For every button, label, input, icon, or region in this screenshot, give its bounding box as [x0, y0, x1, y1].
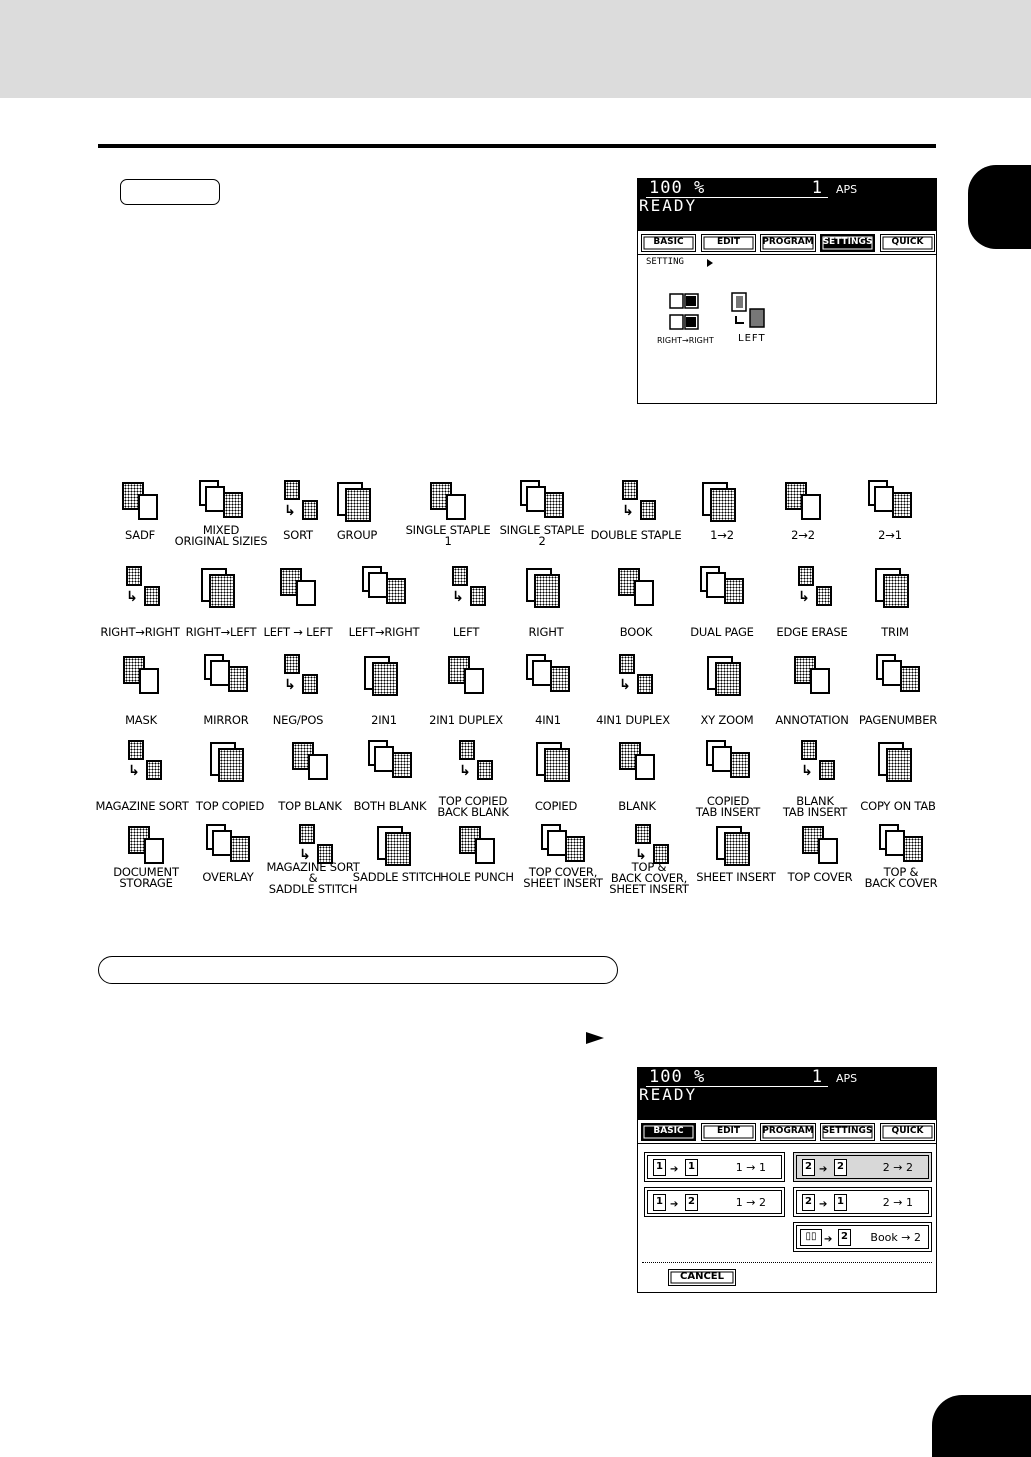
divider — [642, 1262, 932, 1263]
arrow-icon: ↳ — [801, 763, 813, 779]
arrow-icon: ↳ — [622, 503, 634, 519]
single-staple-2-icon — [510, 478, 574, 528]
book-icon — [604, 564, 668, 614]
4in1-duplex-icon — [601, 652, 665, 702]
arrow-icon: ➔ — [670, 1164, 679, 1175]
arrow-icon: ↳ — [284, 503, 296, 519]
mixed-original-sizies-caption: MIXED ORIGINAL SIZIES — [174, 523, 268, 548]
left-icon — [434, 564, 498, 614]
tab-basic[interactable]: BASIC — [641, 234, 696, 252]
mask-caption: MASK — [125, 713, 157, 727]
machine-status: READY — [639, 196, 698, 215]
overlay-caption: OVERLAY — [202, 870, 254, 884]
mask-icon — [109, 652, 173, 702]
tab-bar — [640, 234, 936, 254]
play-arrow-icon — [707, 259, 713, 267]
mode-1-2-button[interactable] — [644, 1187, 785, 1217]
top-back-cover-caption: TOP & BACK COVER — [864, 865, 938, 890]
step-arrow-icon — [586, 1032, 604, 1044]
xy-zoom-caption: XY ZOOM — [700, 713, 754, 727]
pagenumber-icon — [866, 652, 930, 702]
tab-edit[interactable]: EDIT — [701, 234, 756, 252]
hole-punch-caption: HOLE PUNCH — [440, 870, 514, 884]
2-1-icon — [858, 478, 922, 528]
blank-caption: BLANK — [618, 799, 656, 813]
left-left-caption: LEFT → LEFT — [263, 625, 333, 639]
mode-label: Book → 2 — [870, 1231, 921, 1244]
group-caption: GROUP — [336, 528, 378, 542]
setting-label: SETTING — [646, 257, 684, 267]
right-caption: RIGHT — [528, 625, 564, 639]
top-cover-caption: TOP COVER — [787, 870, 853, 884]
magazine-sort-icon — [110, 738, 174, 788]
dual-page-caption: DUAL PAGE — [690, 625, 754, 639]
mode-label: 1 → 1 — [735, 1161, 766, 1174]
tab-quick[interactable]: QUICK — [880, 234, 935, 252]
copy-page-icon: 1 — [685, 1159, 698, 1176]
book-caption: BOOK — [619, 625, 653, 639]
blank-tab-insert-icon — [783, 738, 847, 788]
lcd-status-area — [638, 179, 936, 231]
single-staple-1-caption: SINGLE STAPLE 1 — [405, 523, 491, 548]
arrow-icon: ↳ — [452, 589, 464, 605]
single-staple-2-caption: SINGLE STAPLE 2 — [499, 523, 585, 548]
tab-program[interactable]: PROGRAM — [760, 234, 816, 252]
arrow-icon: ➔ — [819, 1199, 828, 1210]
copied-tab-insert-icon — [696, 738, 760, 788]
zoom-readout: 100 % — [649, 178, 706, 198]
trim-caption: TRIM — [881, 625, 909, 639]
copy-page-icon: 1 — [834, 1194, 847, 1211]
paper-mode: APS — [836, 1072, 858, 1085]
top-blank-icon — [278, 738, 342, 788]
copy-on-tab-icon — [866, 738, 930, 788]
right-right-icon — [108, 564, 172, 614]
2in1-duplex-icon — [434, 652, 498, 702]
overlay-icon — [196, 822, 260, 872]
arrow-icon: ↳ — [126, 589, 138, 605]
double-staple-icon — [604, 478, 668, 528]
both-blank-caption: BOTH BLANK — [353, 799, 427, 813]
2in1-caption: 2IN1 — [371, 713, 397, 727]
left-binding-icon — [728, 291, 774, 333]
4in1-icon — [516, 652, 580, 702]
top-cover-icon — [788, 822, 852, 872]
2-1-caption: 2→1 — [878, 528, 902, 542]
group-icon — [325, 478, 389, 528]
arrow-icon: ↳ — [798, 589, 810, 605]
tab-settings[interactable]: SETTINGS — [820, 234, 875, 252]
top-copied-caption: TOP COPIED — [195, 799, 265, 813]
mirror-icon — [194, 652, 258, 702]
copy-count: 1 — [811, 1067, 822, 1087]
page-number-tab — [932, 1395, 1031, 1457]
header-rule — [98, 144, 936, 148]
arrow-icon: ↳ — [128, 763, 140, 779]
copied-caption: COPIED — [534, 799, 578, 813]
right-right-book-icon — [666, 291, 702, 333]
top-copied-back-blank-caption: TOP COPIED BACK BLANK — [437, 794, 509, 819]
note-badge — [120, 179, 220, 205]
edge-erase-icon — [780, 564, 844, 614]
book-icon: ▯▯ — [800, 1229, 822, 1246]
right-left-icon — [189, 564, 253, 614]
chapter-tab — [968, 165, 1031, 249]
2-2-icon — [771, 478, 835, 528]
tab-divider — [638, 1143, 936, 1144]
mode-book-2-button[interactable] — [793, 1222, 932, 1252]
pagenumber-caption: PAGENUMBER — [858, 713, 938, 727]
right-right-caption: RIGHT→RIGHT — [100, 625, 180, 639]
tab-program[interactable]: PROGRAM — [760, 1123, 816, 1141]
document-storage-caption: DOCUMENT STORAGE — [113, 865, 179, 890]
4in1-caption: 4IN1 — [535, 713, 561, 727]
mode-2-1-button[interactable] — [793, 1187, 932, 1217]
arrow-icon: ↳ — [459, 763, 471, 779]
magazine-sort-saddle-stitch-caption: MAGAZINE SORT & SADDLE STITCH — [266, 860, 360, 896]
icon-caption: LEFT — [738, 333, 766, 344]
sheet-insert-caption: SHEET INSERT — [696, 870, 776, 884]
arrow-icon: ↳ — [619, 677, 631, 693]
left-left-icon — [266, 564, 330, 614]
basic-screen-panel — [637, 1067, 937, 1293]
neg-pos-caption: NEG/POS — [272, 713, 324, 727]
tab-divider — [638, 254, 936, 255]
arrow-icon: ↳ — [284, 677, 296, 693]
arrow-icon: ➔ — [819, 1164, 828, 1175]
original-page-icon: 1 — [653, 1194, 666, 1211]
left-caption: LEFT — [452, 625, 480, 639]
mirror-caption: MIRROR — [203, 713, 249, 727]
annotation-icon — [780, 652, 844, 702]
arrow-icon: ↳ — [299, 847, 311, 863]
tab-bar — [640, 1123, 936, 1143]
2in1-icon — [352, 652, 416, 702]
tab-basic[interactable]: BASIC — [641, 1123, 696, 1141]
lcd-status-area — [638, 1068, 936, 1120]
top-cover-sheet-insert-caption: TOP COVER, SHEET INSERT — [523, 865, 603, 890]
annotation-caption: ANNOTATION — [775, 713, 849, 727]
sort-caption: SORT — [283, 528, 313, 542]
top-copied-back-blank-icon — [441, 738, 505, 788]
sheet-insert-icon — [704, 822, 768, 872]
paper-mode: APS — [836, 183, 858, 196]
mode-label: 2 → 1 — [882, 1196, 913, 1209]
neg-pos-icon — [266, 652, 330, 702]
tab-edit[interactable]: EDIT — [701, 1123, 756, 1141]
saddle-stitch-icon — [365, 822, 429, 872]
mode-1-1-button[interactable] — [644, 1152, 785, 1182]
arrow-icon: ➔ — [670, 1199, 679, 1210]
cancel-button[interactable]: CANCEL — [668, 1269, 736, 1286]
tab-quick[interactable]: QUICK — [880, 1123, 935, 1141]
copied-icon — [524, 738, 588, 788]
section-heading-bar — [98, 956, 618, 984]
sadf-caption: SADF — [124, 528, 156, 542]
right-left-caption: RIGHT→LEFT — [185, 625, 257, 639]
single-staple-1-icon — [416, 478, 480, 528]
saddle-stitch-caption: SADDLE STITCH — [352, 870, 442, 884]
dual-page-icon — [690, 564, 754, 614]
mode-label: 2 → 2 — [882, 1161, 913, 1174]
tab-settings[interactable]: SETTINGS — [820, 1123, 875, 1141]
settings-screen-panel — [637, 178, 937, 404]
zoom-readout: 100 % — [649, 1067, 706, 1087]
left-right-caption: LEFT→RIGHT — [348, 625, 420, 639]
copied-tab-insert-caption: COPIED TAB INSERT — [695, 794, 761, 819]
hole-punch-icon — [445, 822, 509, 872]
blank-tab-insert-caption: BLANK TAB INSERT — [782, 794, 848, 819]
left-right-icon — [352, 564, 416, 614]
icon-caption: RIGHT→RIGHT — [657, 336, 714, 345]
1-2-caption: 1→2 — [710, 528, 734, 542]
copy-page-icon: 2 — [838, 1229, 851, 1246]
original-page-icon: 2 — [802, 1159, 815, 1176]
xy-zoom-icon — [695, 652, 759, 702]
2in1-duplex-caption: 2IN1 DUPLEX — [429, 713, 503, 727]
top-copied-icon — [198, 738, 262, 788]
copy-page-icon: 2 — [834, 1159, 847, 1176]
header-band — [0, 0, 1031, 98]
mode-label: 1 → 2 — [735, 1196, 766, 1209]
mixed-original-sizies-icon — [189, 478, 253, 528]
4in1-duplex-caption: 4IN1 DUPLEX — [596, 713, 670, 727]
blank-icon — [605, 738, 669, 788]
original-page-icon: 2 — [802, 1194, 815, 1211]
copy-page-icon: 2 — [685, 1194, 698, 1211]
right-icon — [514, 564, 578, 614]
edge-erase-caption: EDGE ERASE — [776, 625, 848, 639]
1-2-icon — [690, 478, 754, 528]
copy-on-tab-caption: COPY ON TAB — [860, 799, 936, 813]
arrow-icon: ↳ — [635, 847, 647, 863]
magazine-sort-caption: MAGAZINE SORT — [95, 799, 189, 813]
2-2-caption: 2→2 — [791, 528, 815, 542]
top-back-cover-sheet-insert-caption: TOP & BACK COVER, SHEET INSERT — [609, 860, 689, 896]
original-page-icon: 1 — [653, 1159, 666, 1176]
sort-icon — [266, 478, 330, 528]
trim-icon — [863, 564, 927, 614]
arrow-icon: ➔ — [824, 1234, 833, 1245]
top-blank-caption: TOP BLANK — [278, 799, 342, 813]
both-blank-icon — [358, 738, 422, 788]
double-staple-caption: DOUBLE STAPLE — [590, 528, 682, 542]
copy-count: 1 — [811, 178, 822, 198]
sadf-icon — [108, 478, 172, 528]
machine-status: READY — [639, 1085, 698, 1104]
mode-2-2-button[interactable] — [793, 1152, 932, 1182]
